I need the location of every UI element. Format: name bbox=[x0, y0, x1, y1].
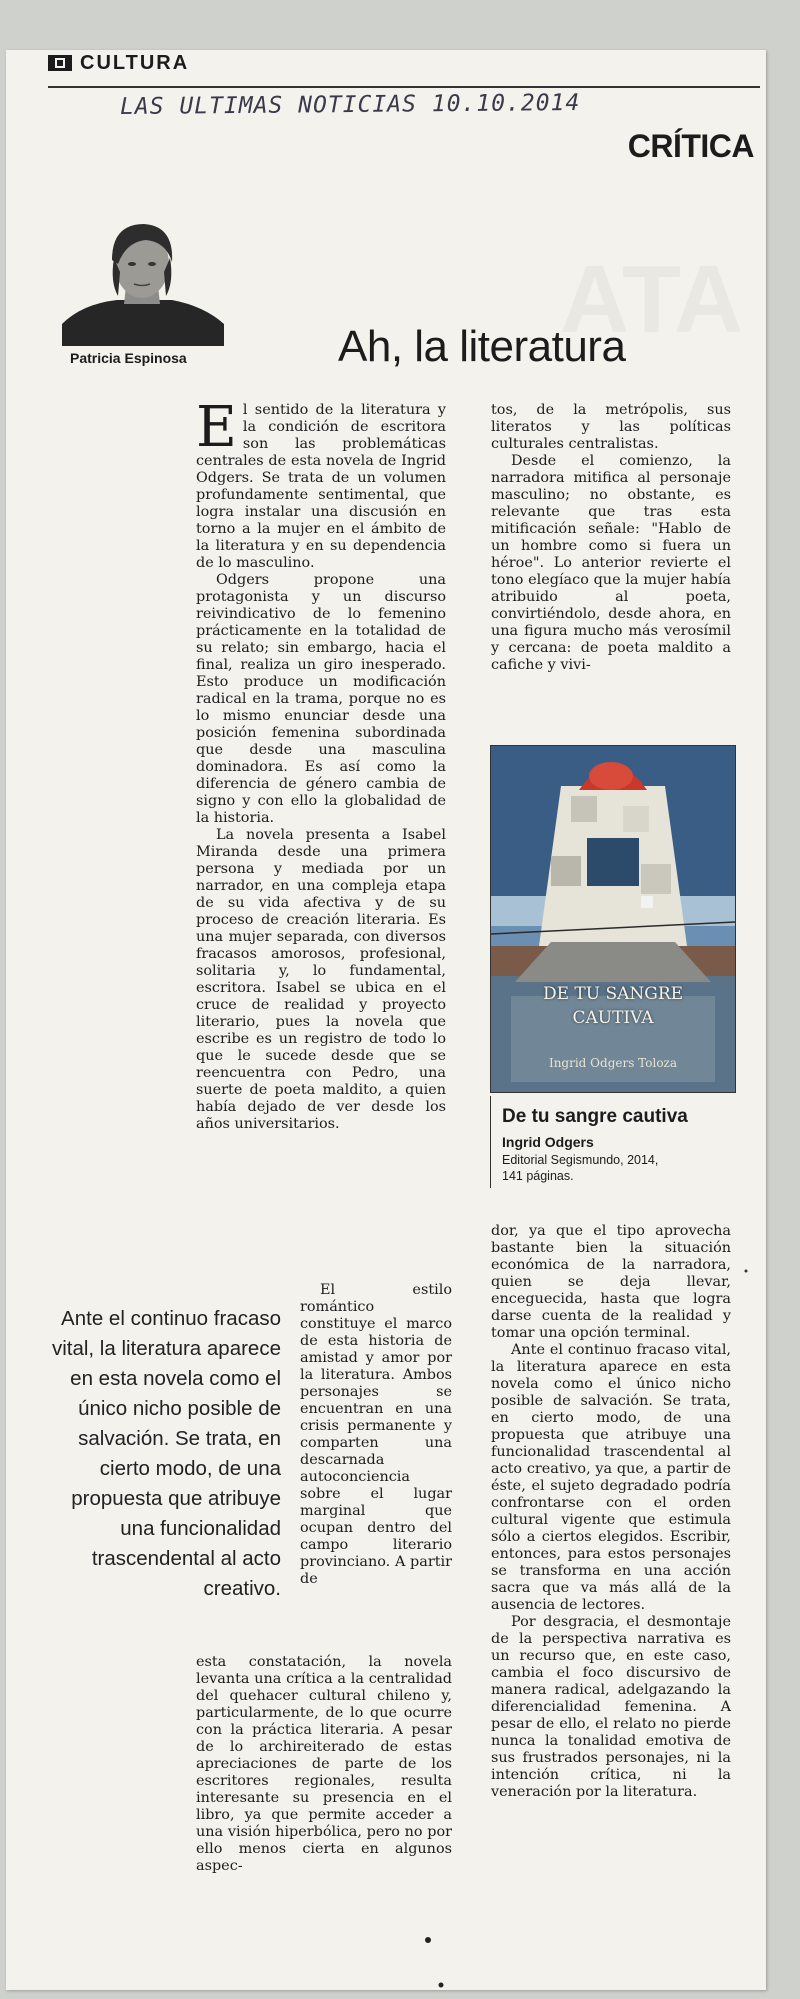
author-name: Patricia Espinosa bbox=[70, 350, 187, 366]
book-cover-title bbox=[491, 982, 735, 1030]
drop-cap: E bbox=[196, 395, 237, 460]
article-paragraph: La novela presenta a Isabel Miranda desde una primera persona y mediada por un narrador, en una compleja etapa de su vida afectiva y de su proceso de creación literaria. Es una mujer separada, con diversos fracasos amorosos, profesional, solitaria y, lo fundamental, escritora. Isabel se ubica en el cruce de realidad y proyecto literario, pues la novela que escribe es un registro de todo lo que le sucede desde que se reencuentra con Pedro, una suerte de poeta maldito, a quien había dejado de ver desde los años universitarios. bbox=[196, 827, 446, 1132]
book-cover-author: Ingrid Odgers Toloza bbox=[548, 1056, 678, 1070]
section-name: CULTURA bbox=[80, 52, 190, 74]
article-headline: Ah, la literatura bbox=[338, 322, 626, 371]
book-caption-author: Ingrid Odgers bbox=[502, 1134, 594, 1150]
book-caption-pages: 141 páginas. bbox=[502, 1169, 574, 1183]
author-photo bbox=[62, 212, 224, 346]
book-caption-publisher-line: Editorial Segismundo, 2014, bbox=[502, 1153, 659, 1167]
book-cover-image bbox=[490, 745, 736, 1093]
article-paragraph: Desde el comienzo, la narradora mitifica al personaje masculino; no obstante, es relevante que tras esta mitificación señale: "Hablo de un hombre como si fuera un héroe". Lo anterior revierte el tono elegíaco que la mujer había atribuido al poeta, convirtiéndolo, desde ahora, en una figura mucho más verosímil y cercana: de poeta maldito a cafiche y vivi- bbox=[491, 453, 731, 673]
article-paragraph: El sentido de la literatura y la condición de escritora son las problemáticas centrales de esta novela de Ingrid Odgers. Se trata de un volumen profundamente sentimental, que logra instalar una discusión en torno a la mujer en el ámbito de la literatura y en su dependencia de lo masculino. bbox=[196, 395, 446, 571]
article-paragraph: tos, de la metrópolis, sus literatos y las políticas culturales centralistas. bbox=[491, 402, 731, 452]
section-header bbox=[48, 52, 760, 74]
article-paragraph: Ante el continuo fracaso vital, la literatura aparece en esta novela como el único nicho posible de salvación. Se trata, en cierto modo, de una propuesta que atribuye una funcionalidad trascendental al acto creativo, ya que, a partir de éste, el sujeto degradado podría confrontarse con el orden cultural vigente que estimula sólo a ciertos elegidos. Escribir, entonces, para estos personajes se transforma en una acción sacra que va más allá de la ausencia de lectores. bbox=[491, 1342, 731, 1613]
article-paragraph: Odgers propone una protagonista y un discurso reivindicativo de lo femenino prácticamente en la totalidad de su relato; sin embargo, hacia el final, realiza un giro inesperado. Esto produce un modificación radical en la trama, porque no es lo mismo enunciar desde una posición femenina subordinada que desde una masculina dominadora. Es así como la diferencia de género cambia de signo y con ello la globalidad de la historia. bbox=[196, 572, 446, 826]
handwritten-source-note: LAS ULTIMAS NOTICIAS 10.10.2014 bbox=[119, 89, 581, 121]
book-caption-title: De tu sangre cautiva bbox=[502, 1106, 688, 1127]
article-column-1-bottom bbox=[196, 1654, 452, 1904]
article-paragraph: esta constatación, la novela levanta una crítica a la centralidad del quehacer cultural chileno y, particularmente, de lo que ocurre con la práctica literaria. A pesar de lo archireiterado de estas apreciaciones de parte de los escritores regionales, resulta interesante su presencia en el libro, ya que permite acceder a una visión hiperbólica, pero no por ello menos cierta en algunos aspec- bbox=[196, 1654, 452, 1874]
background-watermark: ATA bbox=[560, 246, 744, 353]
article-column-2-top bbox=[491, 402, 731, 714]
book-cover-title-line2: CAUTIVA bbox=[572, 1008, 654, 1028]
section-rule bbox=[48, 86, 760, 88]
book-cover-illustration-icon bbox=[491, 746, 735, 1092]
newspaper-logo-icon bbox=[48, 55, 72, 71]
book-caption-publisher bbox=[502, 1152, 732, 1184]
critica-label: CRÍTICA bbox=[627, 128, 754, 164]
article-column-2-bottom bbox=[491, 1223, 731, 1913]
article-paragraph: El estilo romántico constituye el marco de esta historia de amistad y amor por la literatura. Ambos personajes se encuentran en una crisis permanente y comparten una descarnada autoconciencia sobre el lugar marginal que ocupan dentro del campo literario provinciano. A partir de bbox=[300, 1282, 452, 1587]
article-column-1 bbox=[196, 395, 446, 1332]
pull-quote: Ante el continuo fracaso vital, la literatura aparece en esta novela como el único nicho posible de salvación. Se trata, en cierto modo, de una propuesta que atribuye una funcionalidad trascendental al acto creativo. bbox=[51, 1307, 281, 1600]
article-paragraph: dor, ya que el tipo aprovecha bastante bien la situación económica de la narradora, quien se deja llevar, enceguecida, hasta que logra darse cuenta de la realidad y tomar una opción terminal. bbox=[491, 1223, 731, 1341]
author-portrait-icon bbox=[62, 212, 224, 346]
article-paragraph: Por desgracia, el desmontaje de la perspectiva narrativa es un recurso que, en este caso, cambia el foco discursivo de manera radical, adelgazando la diferencialidad femenina. A pesar de ello, el relato no pierde nunca la tonalidad emotiva de sus frustrados personajes, ni la intención crítica, ni la veneración por la literatura. bbox=[491, 1614, 731, 1800]
book-cover-title-line1: DE TU SANGRE bbox=[542, 984, 684, 1004]
caption-rule bbox=[490, 1096, 491, 1188]
article-column-narrow bbox=[300, 1282, 452, 1656]
